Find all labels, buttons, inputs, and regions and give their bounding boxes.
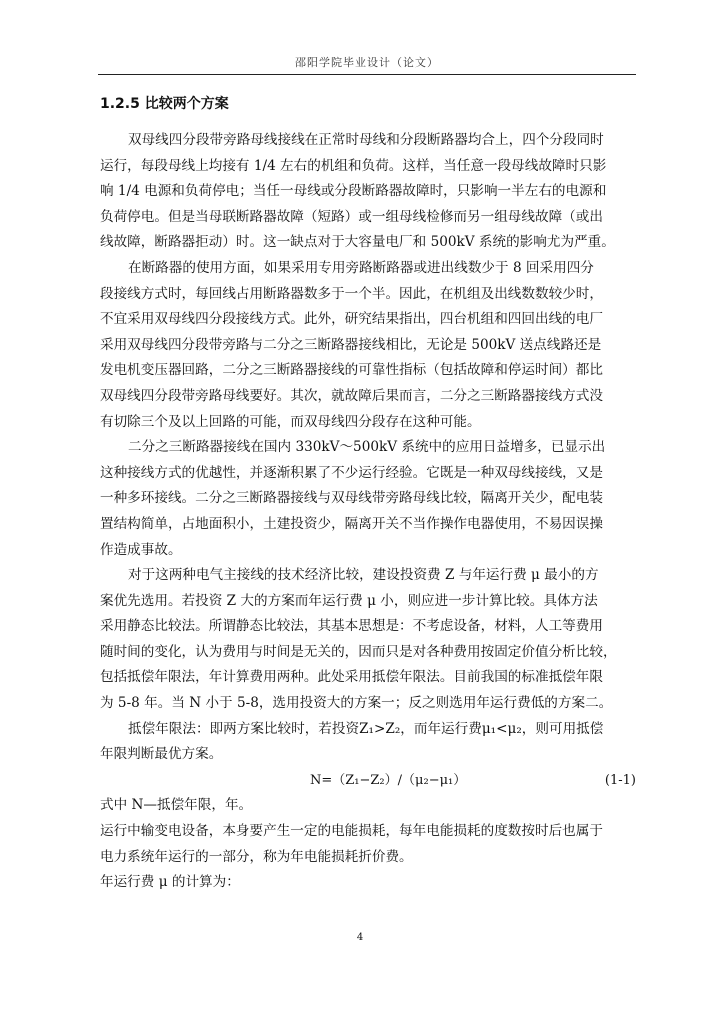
section-heading: 1.2.5 比较两个方案: [100, 96, 229, 112]
document-body: [100, 128, 636, 896]
text-line: 电力系统年运行的一部分，称为年电能损耗折价费。: [100, 848, 413, 865]
paragraph: [100, 717, 636, 768]
text-line: 为 5-8 年。当 N 小于 5-8，选用投资大的方案一；反之则选用年运行费低的方案二。: [100, 695, 613, 712]
text-line: 案优先选用。若投资 Z 大的方案而年运行费 μ 小，则应进一步计算比较。具体方法: [100, 592, 598, 609]
paragraph: [100, 870, 636, 896]
text-line: 段接线方式时，每回线占用断路器数多于一个半。因此，在机组及出线数数较少时，: [100, 285, 603, 302]
text-line: 采用双母线四分段带旁路与二分之三断路器接线相比，无论是 500kV 送点线路还是: [100, 336, 602, 353]
paragraph-group: [100, 793, 636, 895]
text-line: 双母线四分段带旁路母线要好。其次，就故障后果而言，二分之三断路器接线方式没: [100, 387, 603, 404]
paragraph: [100, 435, 636, 563]
text-line: 负荷停电。但是当母联断路器故障（短路）或一组母线检修而另一组母线故障（或出: [100, 208, 603, 225]
text-line: 抵偿年限法：即两方案比较时，若投资Z₁>Z₂，而年运行费μ₁<μ₂，则可用抵偿: [128, 720, 604, 737]
text-line: 运行中输变电设备，本身要产生一定的电能损耗，每年电能损耗的度数按时后也属于: [100, 823, 603, 840]
text-line: 作造成事故。: [100, 541, 182, 558]
paragraph-group: [100, 128, 636, 768]
text-line: 有切除三个及以上回路的可能，而双母线四分段存在这种可能。: [100, 413, 481, 430]
paragraph: [100, 128, 636, 256]
text-line: 对于这两种电气主接线的技术经济比较，建设投资费 Z 与年运行费 μ 最小的方: [128, 567, 599, 584]
text-line: 双母线四分段带旁路母线接线在正常时母线和分段断路器均合上，四个分段同时: [128, 132, 604, 148]
text-line: 包括抵偿年限法，年计算费用两种。此处采用抵偿年限法。目前我国的标准抵偿年限: [100, 669, 603, 686]
text-line: 二分之三断路器接线在国内 330kV～500kV 系统中的应用日益增多，已显示出: [128, 439, 606, 456]
text-line: 不宜采用双母线四分段接线方式。此外，研究结果指出，四台机组和四回出线的电厂: [100, 311, 603, 328]
text-line: 这种接线方式的优越性，并逐渐积累了不少运行经验。它既是一种双母线接线，又是: [100, 464, 603, 481]
paragraph: [100, 256, 636, 435]
paragraph: [100, 793, 636, 819]
text-line: 线故障，断路器拒动）时。这一缺点对于大容量电厂和 500kV 系统的影响尤为严重。: [100, 234, 615, 251]
text-line: 采用静态比较法。所谓静态比较法，其基本思想是：不考虑设备，材料，人工等费用: [100, 618, 603, 635]
equation-number: (1-1): [604, 772, 636, 788]
text-line: 式中 N—抵偿年限，年。: [100, 797, 253, 814]
text-line: 发电机变压器回路，二分之三断路器接线的可靠性指标（包括故障和停运时间）都比: [100, 362, 603, 379]
text-line: 年限判断最优方案。: [100, 746, 223, 763]
text-line: 置结构简单，占地面积小，土建投资少，隔离开关不当作操作电器使用，不易因误操: [100, 515, 603, 532]
text-line: 运行，每段母线上均接有 1/4 左右的机组和负荷。这样，当任意一段母线故障时只影: [100, 157, 607, 174]
page-number: 4: [356, 932, 364, 943]
text-line: 一种多环接线。二分之三断路器接线与双母线带旁路母线比较，隔离开关少，配电装: [100, 490, 603, 507]
paragraph: [100, 819, 636, 870]
equation-1-1: [100, 768, 636, 794]
header-divider: [98, 74, 636, 75]
text-line: 在断路器的使用方面，如果采用专用旁路断路器或进出线数少于 8 回采用四分: [128, 259, 594, 276]
running-header: 邵阳学院毕业设计（论文）: [295, 56, 439, 69]
equation-expression: N=（Z₁−Z₂）/（μ₂−μ₁）: [310, 772, 467, 788]
text-line: 随时间的变化，认为费用与时间是无关的，因而只是对各种费用按固定价值分析比较，: [100, 643, 617, 660]
text-line: 年运行费 μ 的计算为：: [100, 874, 240, 891]
paragraph: [100, 563, 636, 717]
text-line: 响 1/4 电源和负荷停电；当任一母线或分段断路器故障时，只影响一半左右的电源和: [100, 183, 607, 200]
